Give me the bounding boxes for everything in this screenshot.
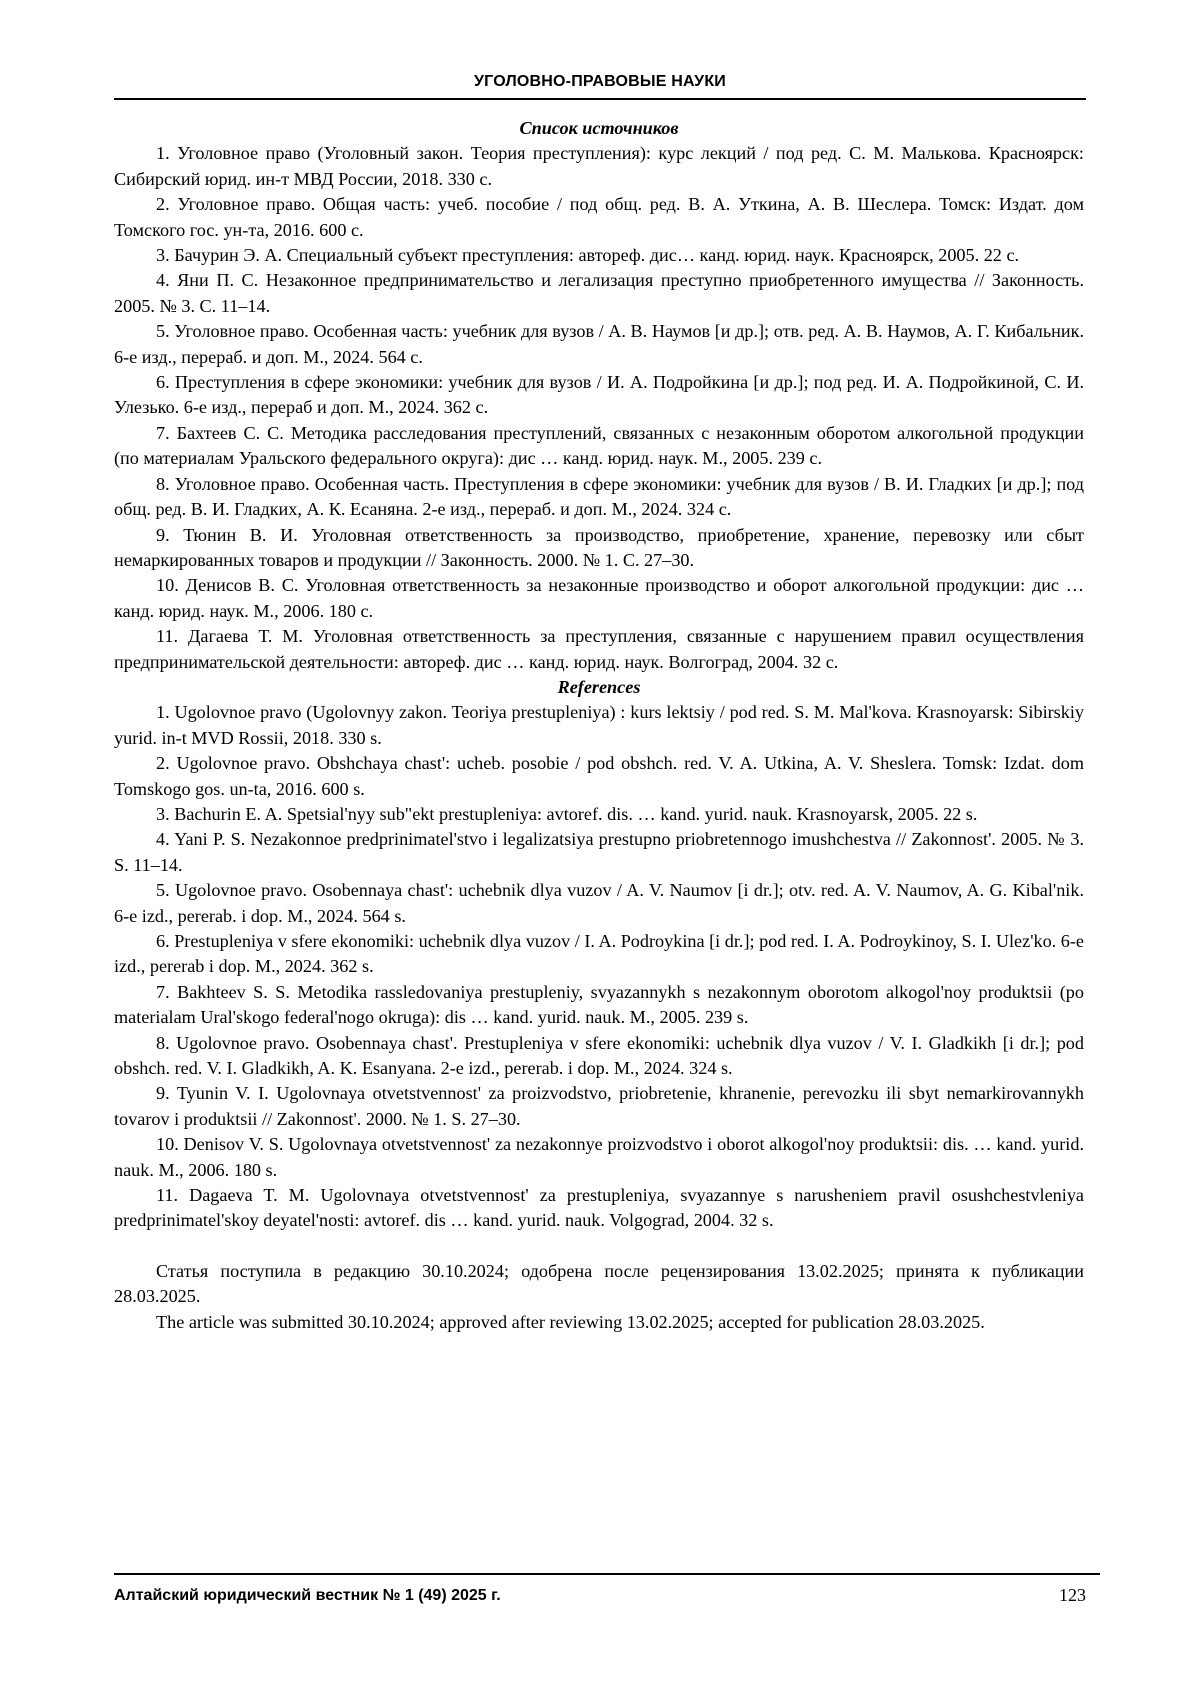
- footer-rule: [114, 1573, 1100, 1575]
- reference-item: 4. Yani P. S. Nezakonnoe predprinimatel'stvo i legalizatsiya prestupno priobretennogo imushchestva // Zakonnost'. 2005. № 3. S. 11–14.: [114, 829, 1084, 875]
- reference-item: 9. Tyunin V. I. Ugolovnaya otvetstvennost' za proizvodstvo, priobretenie, khranenie, perevozku ili sbyt nemarkirovannykh tovarov i produktsii // Zakonnost'. 2000. № 1. S. 27–30.: [114, 1083, 1084, 1129]
- reference-item: 6. Prestupleniya v sfere ekonomiki: uchebnik dlya vuzov / I. A. Podroykina [i dr.]; pod red. I. A. Podroykinoy, S. I. Ulez'ko. 6-e izd., pererab i dop. M., 2024. 362 s.: [114, 931, 1084, 977]
- running-head: УГОЛОВНО-ПРАВОВЫЕ НАУКИ: [474, 73, 726, 90]
- reference-item: 1. Ugolovnoe pravo (Ugolovnyy zakon. Teoriya prestupleniya) : kurs lektsiy / pod red. S. M. Mal'kova. Krasnoyarsk: Sibirskiy yurid. in-t MVD Rossii, 2018. 330 s.: [114, 702, 1084, 748]
- page-number: 123: [1059, 1585, 1086, 1605]
- references-title: References: [557, 676, 641, 697]
- source-item: 4. Яни П. С. Незаконное предпринимательство и легализация преступно приобретенного имущества // Законность. 2005. № 3. С. 11–14.: [114, 270, 1084, 316]
- submission-note-en: The article was submitted 30.10.2024; approved after reviewing 13.02.2025; accepted for publication 28.03.2025.: [156, 1311, 985, 1332]
- reference-item: 11. Dagaeva T. M. Ugolovnaya otvetstvennost' za prestupleniya, svyazannye s narusheniem pravil osushchestvleniya predprinimatel'skoy deyatel'nosti: avtoref. dis … kand. yurid. nauk. Volgograd, 2004. 32 s.: [114, 1185, 1084, 1231]
- reference-item: 2. Ugolovnoe pravo. Obshchaya chast': ucheb. posobie / pod obshch. red. V. A. Utkina, A. V. Sheslera. Tomsk: Izdat. dom Tomskogo gos. un-ta, 2016. 600 s.: [114, 753, 1084, 799]
- reference-item: 8. Ugolovnoe pravo. Osobennaya chast'. Prestupleniya v sfere ekonomiki: uchebnik dlya vuzov / V. I. Gladkikh [i dr.]; pod obshch. red. V. I. Gladkikh, A. K. Esanyana. 2-e izd., pererab. i dop. M., 2024. 324 s.: [114, 1032, 1084, 1079]
- sources-list: [114, 141, 1084, 675]
- submission-note-ru: Статья поступила в редакцию 30.10.2024; одобрена после рецензирования 13.02.2025; принята к публикации 28.03.2025.: [114, 1260, 1084, 1307]
- source-item: 3. Бачурин Э. А. Специальный субъект преступления: автореф. дис… канд. юрид. наук. Красноярск, 2005. 22 с.: [156, 245, 1020, 266]
- reference-item: 3. Bachurin E. A. Spetsial'nyy sub"ekt prestupleniya: avtoref. dis. … kand. yurid. nauk. Krasnoyarsk, 2005. 22 s.: [156, 803, 978, 824]
- spacer: [114, 1234, 1084, 1259]
- source-item: 11. Дагаева Т. М. Уголовная ответственность за преступления, связанные с нарушением правил осуществления предпринимательской деятельности: автореф. дис … канд. юрид. наук. Волгоград, 2004. 32 с.: [114, 626, 1084, 672]
- source-item: 1. Уголовное право (Уголовный закон. Теория преступления): курс лекций / под ред. С. М. Малькова. Красноярск: Сибирский юрид. ин-т МВД России, 2018. 330 с.: [114, 143, 1084, 189]
- source-item: 6. Преступления в сфере экономики: учебник для вузов / И. А. Подройкина [и др.]; под ред. И. А. Подройкиной, С. И. Улезько. 6-е изд., перераб и доп. М., 2024. 362 с.: [114, 372, 1084, 418]
- source-item: 8. Уголовное право. Особенная часть. Преступления в сфере экономики: учебник для вузов / В. И. Гладких [и др.]; под общ. ред. В. И. Гладких, А. К. Есаняна. 2-е изд., перераб. и доп. М., 2024. 324 с.: [114, 473, 1084, 520]
- source-item: 7. Бахтеев С. С. Методика расследования преступлений, связанных с незаконным оборотом алкогольной продукции (по материалам Уральского федерального округа): дис … канд. юрид. наук. М., 2005. 239 с.: [114, 422, 1084, 469]
- reference-item: 7. Bakhteev S. S. Metodika rassledovaniya prestupleniy, svyazannykh s nezakonnym oborotom alkogol'noy produktsii (po materialam Ural'skogo federal'nogo okruga): dis … kand. yurid. nauk. M., 2005. 239 s.: [114, 981, 1084, 1028]
- header-rule: [114, 98, 1086, 100]
- references-list: [114, 700, 1084, 1234]
- source-item: 9. Тюнин В. И. Уголовная ответственность за производство, приобретение, хранение, перевозку или сбыт немаркированных товаров и продукции // Законность. 2000. № 1. С. 27–30.: [114, 524, 1084, 570]
- reference-item: 5. Ugolovnoe pravo. Osobennaya chast': uchebnik dlya vuzov / A. V. Naumov [i dr.]; otv. red. A. V. Naumov, A. G. Kibal'nik. 6-e izd., pererab. i dop. M., 2024. 564 s.: [114, 880, 1084, 926]
- source-item: 10. Денисов В. С. Уголовная ответственность за незаконные производство и оборот алкогольной продукции: дис … канд. юрид. наук. М., 2006. 180 с.: [114, 575, 1084, 621]
- sources-title: Список источников: [519, 118, 679, 138]
- footer-journal-title: Алтайский юридический вестник № 1 (49) 2025 г.: [114, 1587, 501, 1604]
- article-body: [114, 116, 1084, 1335]
- source-item: 2. Уголовное право. Общая часть: учеб. пособие / под общ. ред. В. А. Уткина, А. В. Шеслера. Томск: Издат. дом Томского гос. ун-та, 2016. 600 с.: [114, 194, 1084, 240]
- reference-item: 10. Denisov V. S. Ugolovnaya otvetstvennost' za nezakonnye proizvodstvo i oborot alkogol'noy produktsii: dis. … kand. yurid. nauk. M., 2006. 180 s.: [114, 1134, 1084, 1180]
- source-item: 5. Уголовное право. Особенная часть: учебник для вузов / А. В. Наумов [и др.]; отв. ред. А. В. Наумов, А. Г. Кибальник. 6-е изд., перераб. и доп. М., 2024. 564 с.: [114, 321, 1084, 367]
